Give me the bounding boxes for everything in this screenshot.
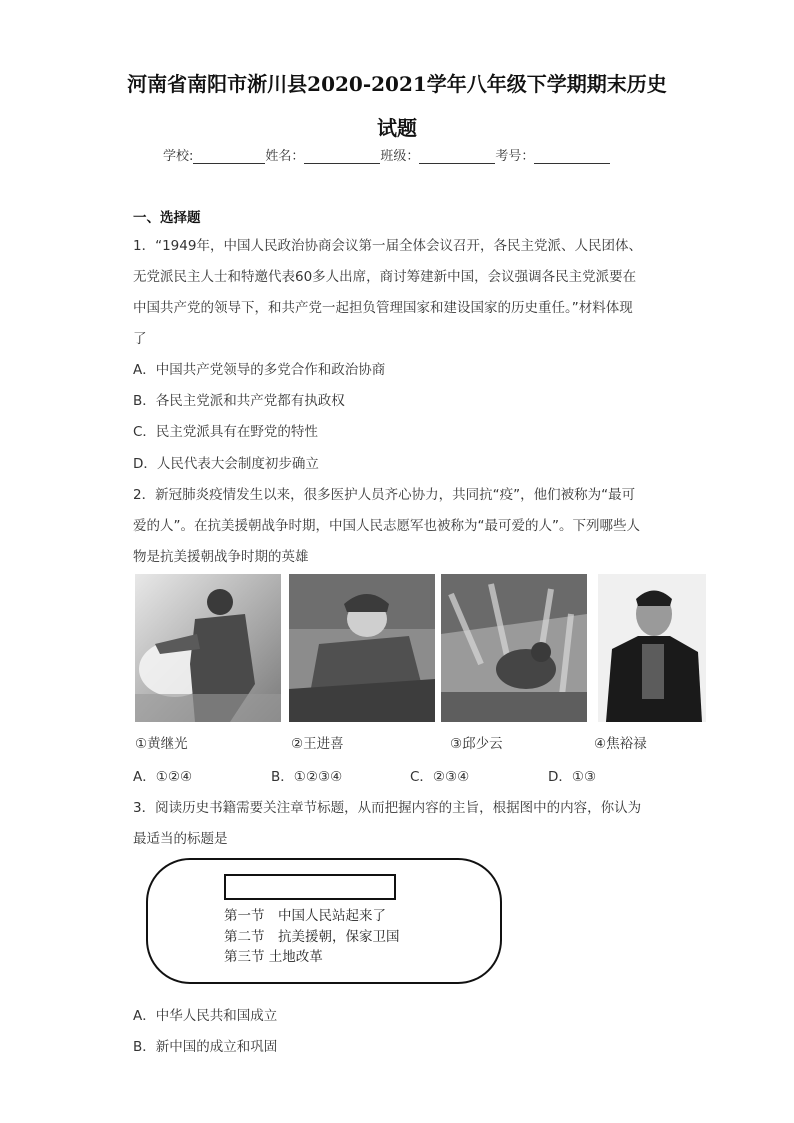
student-info-fields — [163, 145, 610, 164]
section-heading: 一、选择题 — [133, 210, 201, 226]
q3-option-a[interactable]: A．中华人民共和国成立 — [133, 1008, 278, 1024]
name-label: 姓名： — [265, 149, 305, 164]
q2-stem-line: 物是抗美援朝战争时期的英雄 — [133, 549, 309, 565]
photo-caption-1: ①黄继光 — [135, 736, 188, 752]
q3-stem-line: 最适当的标题是 — [133, 831, 228, 847]
class-label: 班级： — [380, 149, 420, 164]
q3-stem-line: 3．阅读历史书籍需要关注章节标题，从而把握内容的主旨，根据图中的内容，你认为 — [133, 800, 642, 816]
hero-photo-2 — [289, 574, 435, 722]
q1-option-d[interactable]: D．人民代表大会制度初步确立 — [133, 456, 319, 472]
page-title-line2: 试题 — [377, 116, 417, 140]
q1-option-b[interactable]: B．各民主党派和共产党都有执政权 — [133, 393, 345, 409]
q2-option-d[interactable]: D．①③ — [548, 769, 597, 785]
photo-caption-4: ④焦裕禄 — [594, 736, 647, 752]
q2-stem-line: 2．新冠肺炎疫情发生以来，很多医护人员齐心协力，共同抗“疫”，他们被称为“最可 — [133, 487, 636, 503]
q1-stem-line: 无党派民主人士和特邀代表60多人出席，商讨筹建新中国，会议强调各民主党派要在 — [133, 269, 637, 285]
hero-photo-3 — [441, 574, 587, 722]
outline-section-1: 第一节 中国人民站起来了 — [224, 908, 386, 924]
q2-stem-line: 爱的人”。在抗美援朝战争时期，中国人民志愿军也被称为“最可爱的人”。下列哪些人 — [133, 518, 640, 534]
exam-no-label: 考号： — [495, 149, 535, 164]
chapter-title-blank — [224, 874, 396, 900]
outline-section-2: 第二节 抗美援朝，保家卫国 — [224, 929, 400, 945]
page-title-line1: 河南省南阳市淅川县2020-2021学年八年级下学期期末历史 — [127, 72, 667, 96]
hero-photo-4 — [598, 574, 706, 722]
exam-no-blank[interactable] — [534, 149, 610, 164]
q1-option-a[interactable]: A．中国共产党领导的多党合作和政治协商 — [133, 362, 386, 378]
q3-option-b[interactable]: B．新中国的成立和巩固 — [133, 1039, 278, 1055]
school-label: 学校: — [163, 149, 194, 164]
q1-stem-line: 了 — [133, 331, 147, 347]
photo-caption-2: ②王进喜 — [291, 736, 344, 752]
q1-stem-line: 1．“1949年，中国人民政治协商会议第一届全体会议召开，各民主党派、人民团体、 — [133, 238, 642, 254]
q2-option-a[interactable]: A．①②④ — [133, 769, 193, 785]
outline-section-3: 第三节 土地改革 — [224, 949, 323, 965]
q2-option-b[interactable]: B．①②③④ — [271, 769, 343, 785]
hero-photo-1 — [135, 574, 281, 722]
school-blank[interactable] — [193, 149, 265, 164]
class-blank[interactable] — [419, 149, 495, 164]
q2-option-c[interactable]: C．②③④ — [410, 769, 470, 785]
photo-caption-3: ③邱少云 — [450, 736, 503, 752]
q1-option-c[interactable]: C．民主党派具有在野党的特性 — [133, 424, 318, 440]
q1-stem-line: 中国共产党的领导下，和共产党一起担负管理国家和建设国家的历史重任。”材料体现 — [133, 300, 633, 316]
name-blank[interactable] — [304, 149, 380, 164]
